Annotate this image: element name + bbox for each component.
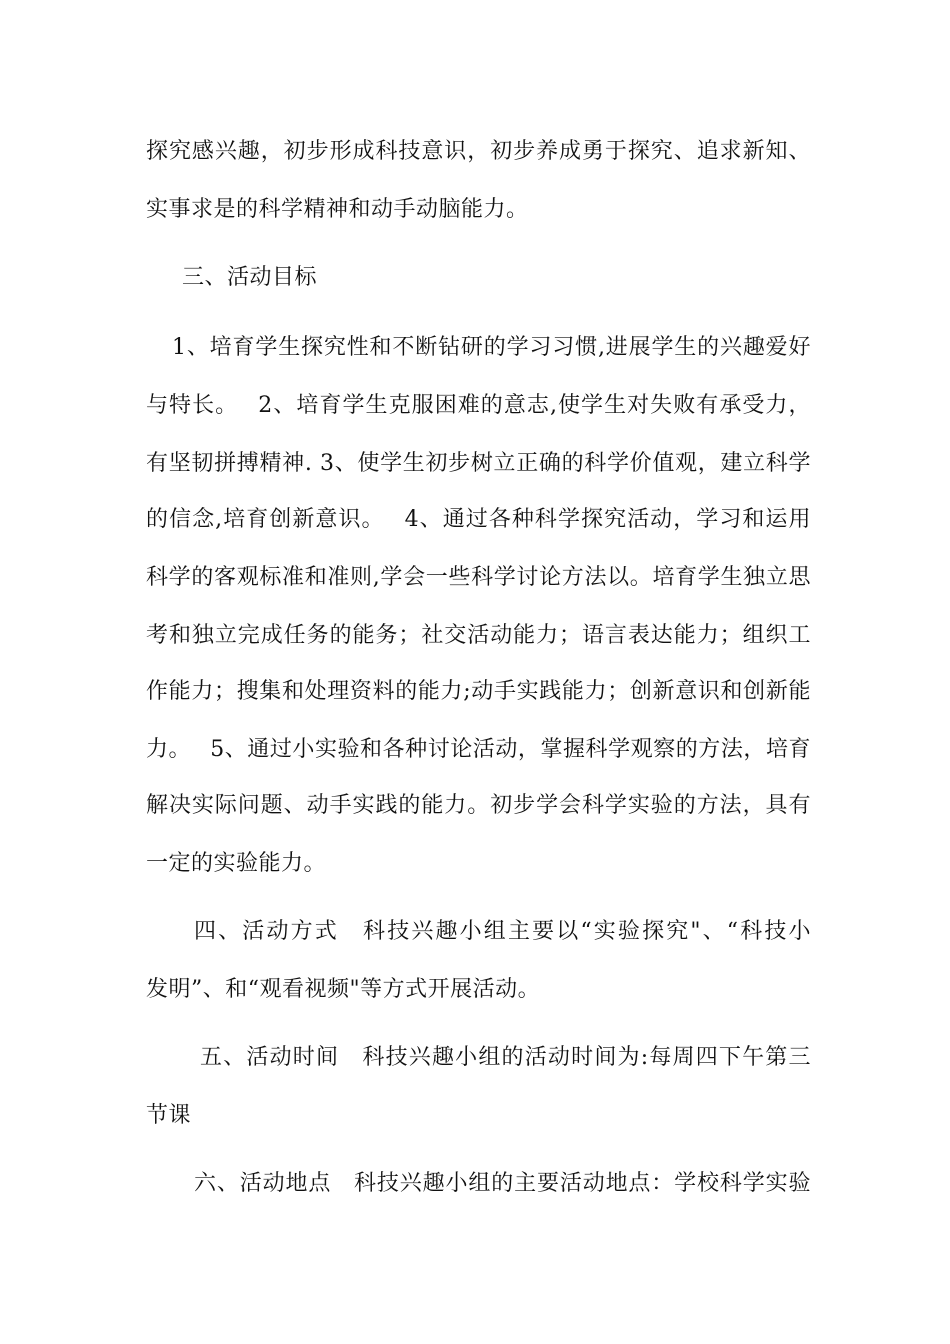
text-line: 考和独立完成任务的能务；社交活动能力；语言表达能力；组织工 <box>146 623 811 648</box>
text-line: 一定的实验能力。 <box>146 851 327 876</box>
text-line: 科学的客观标准和准则,学会一些科学讨论方法以。培育学生独立思 <box>146 565 811 590</box>
text-line: 作能力；搜集和处理资料的能力;动手实践能力；创新意识和创新能 <box>146 679 811 704</box>
text-line: 力。 5、通过小实验和各种讨论活动，掌握科学观察的方法，培育 <box>146 737 811 762</box>
section-heading: 三、活动目标 <box>182 265 318 290</box>
section-heading: 五、活动时间 科技兴趣小组的活动时间为:每周四下午第三 <box>200 1045 811 1070</box>
section-heading: 四、活动方式 科技兴趣小组主要以“实验探究"、“科技小 <box>194 919 811 944</box>
text-line: 1、培育学生探究性和不断钻研的学习习惯,进展学生的兴趣爱好 <box>172 335 811 360</box>
text-line: 实事求是的科学精神和动手动脑能力。 <box>146 197 529 222</box>
text-line: 探究感兴趣，初步形成科技意识，初步养成勇于探究、追求新知、 <box>146 139 811 164</box>
text-line: 的信念,培育创新意识。 4、通过各种科学探究活动，学习和运用 <box>146 507 811 532</box>
text-line: 有坚韧拼搏精神. 3、使学生初步树立正确的科学价值观，建立科学 <box>146 451 811 476</box>
text-line: 发明”、和“观看视频"等方式开展活动。 <box>146 977 541 1002</box>
text-line: 解决实际问题、动手实践的能力。初步学会科学实验的方法，具有 <box>146 793 811 818</box>
text-line: 与特长。 2、培育学生克服困难的意志,使学生对失败有承受力， <box>146 393 811 418</box>
section-heading: 六、活动地点 科技兴趣小组的主要活动地点：学校科学实验 <box>194 1171 811 1196</box>
text-line: 节课 <box>146 1103 192 1128</box>
